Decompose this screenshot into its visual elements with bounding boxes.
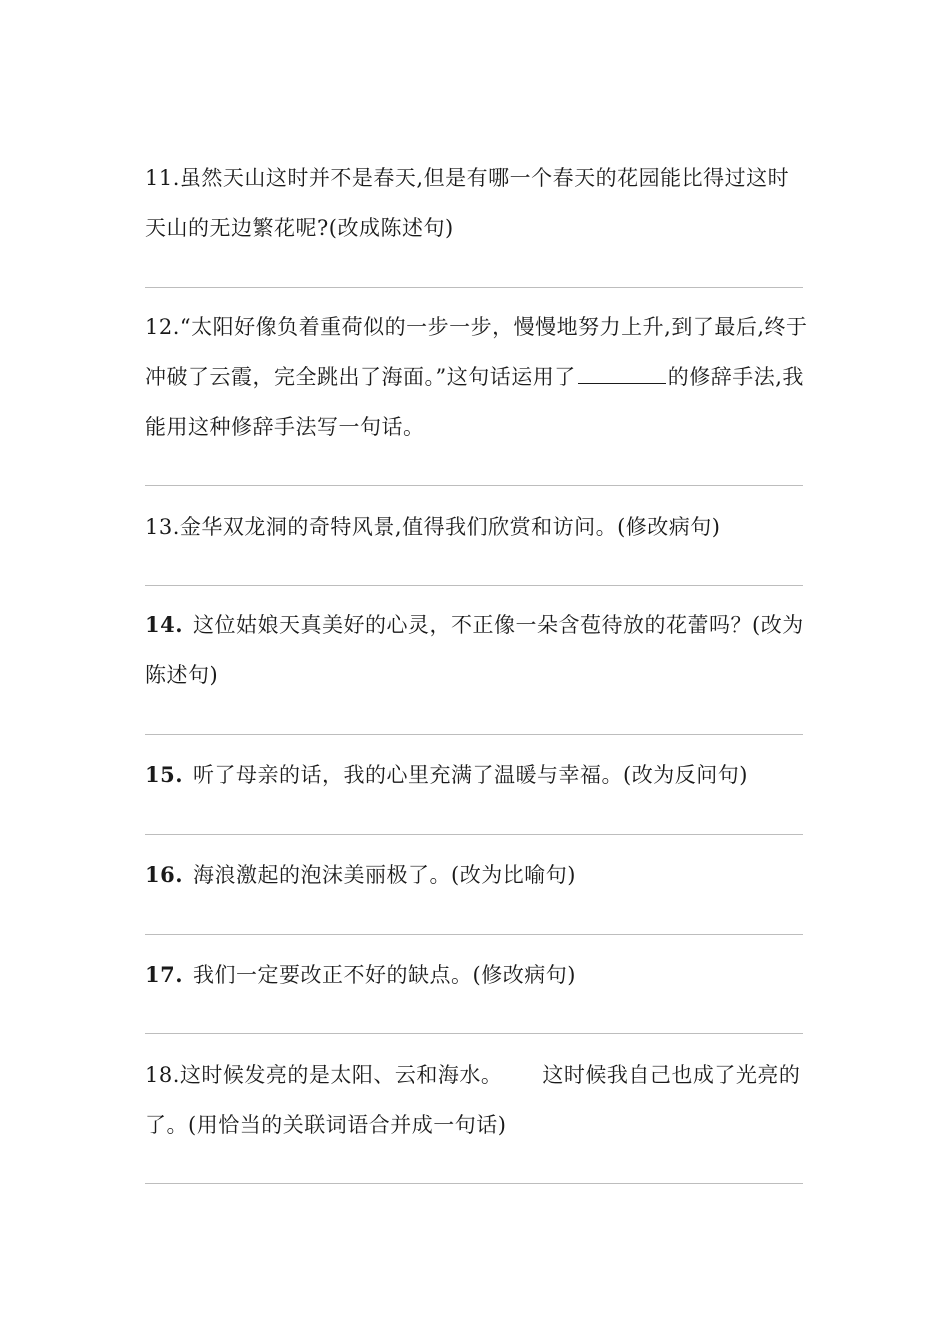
question-number: 12.	[145, 315, 180, 339]
question-text: 这时候发亮的是太阳、云和海水。	[179, 1063, 503, 1087]
question-text: 金华双龙洞的奇特风景,值得我们欣赏和访问。(修改病句)	[179, 515, 721, 539]
question-number: 13.	[145, 515, 180, 539]
question-number: 15.	[145, 762, 184, 787]
question-number: 18.	[145, 1063, 180, 1087]
question-text: 这时候我自己也成了光亮的了。(用恰当的关联词语合并成一句话)	[145, 1063, 801, 1137]
question-text: 我们一定要改正不好的缺点。(修改病句)	[193, 963, 576, 987]
answer-line[interactable]	[145, 485, 803, 486]
question-number: 16.	[145, 862, 184, 887]
answer-line[interactable]	[145, 585, 803, 586]
question-text: 的修辞手法,我能用这种修辞手法写一句话。	[145, 365, 804, 439]
question-18	[145, 1050, 810, 1150]
question-12	[145, 302, 810, 452]
answer-line[interactable]	[145, 287, 803, 288]
question-text: 虽然天山这时并不是春天,但是有哪一个春天的花园能比得过这时天山的无边繁花呢?(改成陈述句)	[145, 166, 790, 240]
question-13	[145, 502, 810, 552]
question-11	[145, 153, 810, 253]
answer-line[interactable]	[145, 934, 803, 935]
question-17	[145, 950, 810, 1000]
fill-blank[interactable]	[578, 361, 666, 384]
question-text: 这位姑娘天真美好的心灵，不正像一朵含苞待放的花蕾吗？(改为陈述句)	[145, 613, 804, 687]
answer-line[interactable]	[145, 1033, 803, 1034]
question-number: 11.	[145, 166, 180, 190]
question-number: 17.	[145, 962, 184, 987]
question-text: 听了母亲的话，我的心里充满了温暖与幸福。(改为反问句)	[193, 763, 748, 787]
answer-line[interactable]	[145, 734, 803, 735]
question-number: 14.	[145, 612, 184, 637]
question-14	[145, 600, 810, 700]
answer-line[interactable]	[145, 1183, 803, 1184]
question-text: “太阳好像负着重荷似的一步一步，慢慢地努力上升,到了最后,终于冲破了云霞，完全跳出了海面。”这句话运用了	[145, 315, 808, 389]
question-15	[145, 750, 810, 800]
answer-line[interactable]	[145, 834, 803, 835]
question-16	[145, 850, 810, 900]
question-text: 海浪激起的泡沫美丽极了。(改为比喻句)	[193, 863, 576, 887]
